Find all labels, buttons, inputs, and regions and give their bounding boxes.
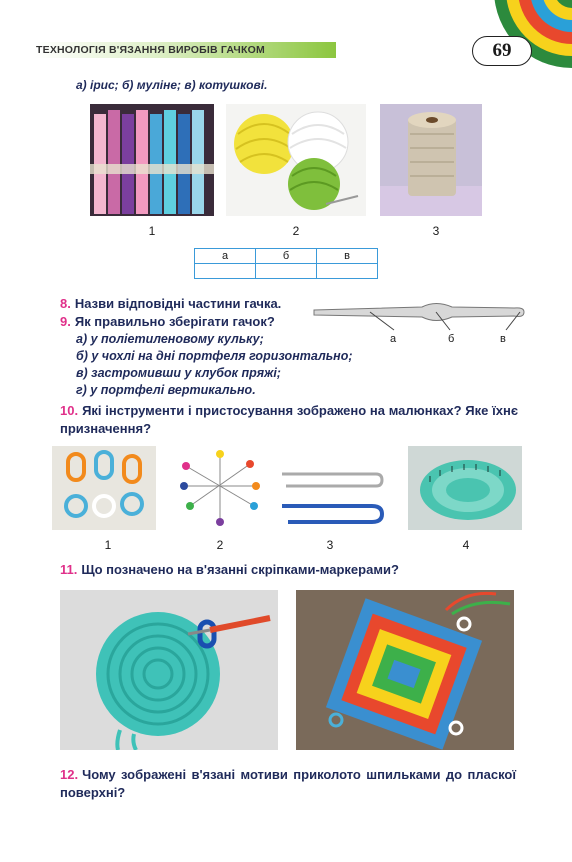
question-number: 8. (60, 296, 71, 311)
photo-spool-thread (380, 104, 482, 216)
question-number: 9. (60, 314, 71, 329)
question-text: Як правильно зберігати гачок? (74, 314, 275, 329)
question-11 (60, 562, 399, 577)
answer-option-a: а) у поліетиленовому кульку; (76, 332, 264, 346)
question-text: Чому зображені в'язані мотиви приколото шпильками до пласкої поверхні? (60, 767, 516, 800)
photo-crochet-circle-with-marker (60, 590, 278, 750)
answer-option-b: б) у чохлі на дні портфеля горизонтально; (76, 349, 353, 363)
question-8 (60, 296, 281, 311)
question-text: Назви відповідні частини гачка. (74, 296, 282, 311)
hook-label-b: б (448, 333, 455, 345)
hook-label-v: в (500, 333, 506, 345)
photo-granny-square-with-markers (296, 590, 514, 750)
photo-pins (176, 446, 264, 530)
answer-table-header: а (195, 249, 256, 264)
question-12 (60, 766, 516, 802)
answer-option-g: г) у портфелі вертикально. (76, 383, 256, 397)
figure-caption-1: 1 (148, 224, 156, 238)
answer-table-cell[interactable] (195, 264, 256, 279)
figure-caption-2: 2 (292, 224, 300, 238)
page-number: 69 (472, 36, 532, 66)
photo-stitch-markers (52, 446, 156, 530)
figure-caption-4: 4 (462, 538, 470, 552)
crochet-hook-diagram (310, 296, 530, 336)
answer-table (194, 248, 378, 279)
thread-types-line: а) ірис; б) муліне; в) котушкові. (76, 78, 268, 92)
photo-cotton-balls (226, 104, 366, 216)
question-number: 12. (60, 767, 79, 782)
figure-caption-2: 2 (216, 538, 224, 552)
hook-label-a: а (390, 333, 397, 345)
figure-caption-3: 3 (326, 538, 334, 552)
figure-caption-3: 3 (432, 224, 440, 238)
figure-caption-1: 1 (104, 538, 112, 552)
question-9 (60, 314, 275, 329)
question-10 (60, 402, 518, 438)
photo-iris-threads (90, 104, 214, 216)
running-title: ТЕХНОЛОГІЯ В'ЯЗАННЯ ВИРОБІВ ГАЧКОМ (34, 42, 336, 58)
question-number: 11. (60, 562, 78, 577)
answer-table-header: в (317, 249, 378, 264)
answer-table-cell[interactable] (256, 264, 317, 279)
question-text: Що позначено на в'язанні скріпками-маркерами? (81, 562, 399, 577)
question-number: 10. (60, 403, 79, 418)
answer-table-cell[interactable] (317, 264, 378, 279)
photo-safety-pins (276, 462, 386, 528)
question-text: Які інструменти і пристосування зображено на малюнках? Яке їхнє призначення? (60, 403, 518, 436)
answer-table-header: б (256, 249, 317, 264)
photo-measuring-tape (408, 446, 522, 530)
answer-option-v: в) застромивши у клубок пряжі; (76, 366, 281, 380)
